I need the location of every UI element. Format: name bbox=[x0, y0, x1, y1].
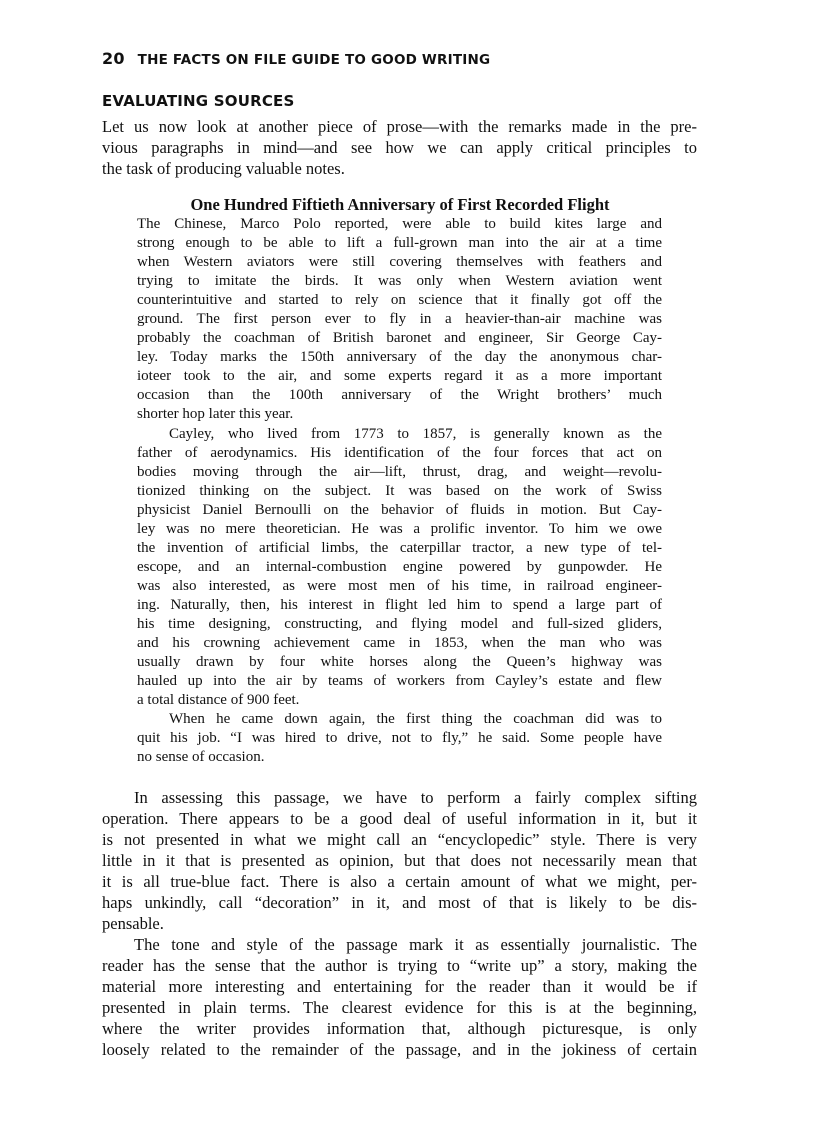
intro-line: the task of producing valuable notes. bbox=[102, 159, 345, 178]
intro-line: vious paragraphs in mind—and see how we can apply critical principles to bbox=[102, 138, 697, 157]
body-line: where the writer provides information that, although picturesque, is only bbox=[102, 1019, 697, 1038]
body-line: presented in plain terms. The clearest evidence for this is at the beginning, bbox=[102, 998, 697, 1017]
running-title: THE FACTS ON FILE GUIDE TO GOOD WRITING bbox=[137, 52, 491, 68]
body-line: haps unkindly, call “decoration” in it, and most of that is likely to be dis- bbox=[102, 893, 697, 912]
body-line: it is all true-blue fact. There is also a certain amount of what we might, per- bbox=[102, 872, 697, 891]
excerpt-line: ing. Naturally, then, his interest in flight led him to spend a large part of bbox=[137, 596, 662, 613]
excerpt-line: When he came down again, the first thing the coachman did was to bbox=[169, 711, 662, 728]
excerpt-line: his time designing, constructing, and flying model and full-sized gliders, bbox=[137, 615, 662, 632]
body-line: reader has the sense that the author is trying to “write up” a story, making the bbox=[102, 956, 697, 975]
running-header bbox=[102, 49, 490, 68]
excerpt-line: Cayley, who lived from 1773 to 1857, is generally known as the bbox=[169, 425, 662, 442]
excerpt-line: physicist Daniel Bernoulli on the behavior of fluids in motion. But Cay- bbox=[137, 501, 662, 518]
section-heading: EVALUATING SOURCES bbox=[102, 92, 295, 110]
excerpt-line: counterintuitive and started to rely on science that it finally got off the bbox=[137, 292, 662, 309]
excerpt-line: bodies moving through the air—lift, thrust, drag, and weight—revolu- bbox=[137, 463, 662, 480]
excerpt-line: The Chinese, Marco Polo reported, were able to build kites large and bbox=[137, 216, 662, 232]
body-line: The tone and style of the passage mark it as essentially journalistic. The bbox=[134, 935, 697, 954]
excerpt-line: ioteer took to the air, and some experts regard it as a more important bbox=[137, 368, 662, 385]
excerpt-quote bbox=[137, 215, 662, 767]
excerpt-line: the invention of artificial limbs, the caterpillar tractor, a new type of tel- bbox=[137, 539, 662, 556]
intro-line: Let us now look at another piece of prose—with the remarks made in the pre- bbox=[102, 117, 697, 136]
page-number: 20 bbox=[102, 49, 125, 68]
excerpt-line: trying to imitate the birds. It was only when Western aviation went bbox=[137, 273, 662, 290]
body-line: loosely related to the remainder of the passage, and in the jokiness of certain bbox=[102, 1040, 697, 1059]
excerpt-line: ley. Today marks the 150th anniversary of the day the anonymous char- bbox=[137, 349, 662, 366]
excerpt-line: probably the coachman of British baronet and engineer, Sir George Cay- bbox=[137, 330, 662, 347]
excerpt-line: occasion than the 100th anniversary of the Wright brothers’ much bbox=[137, 387, 662, 404]
excerpt-line: escope, and an internal-combustion engine powered by gunpowder. He bbox=[137, 558, 662, 575]
excerpt-line: ground. The first person ever to fly in a heavier-than-air machine was bbox=[137, 311, 662, 328]
body-text bbox=[102, 787, 697, 1060]
body-line: is not presented in what we might call an “encyclopedic” style. There is very bbox=[102, 830, 697, 849]
excerpt-line: ley was no mere theoretician. He was a prolific inventor. To him we owe bbox=[137, 520, 662, 537]
body-line: In assessing this passage, we have to perform a fairly complex sifting bbox=[134, 788, 697, 807]
excerpt-line: and his crowning achievement came in 1853, when the man who was bbox=[137, 635, 662, 652]
body-line: operation. There appears to be a good deal of useful information in it, but it bbox=[102, 809, 697, 828]
excerpt-line: tionized thinking on the subject. It was based on the work of Swiss bbox=[137, 482, 662, 499]
intro-paragraph bbox=[102, 116, 697, 179]
excerpt-title: One Hundred Fiftieth Anniversary of First Recorded Flight bbox=[190, 195, 610, 214]
excerpt-line: hauled up into the air by teams of workers from Cayley’s estate and flew bbox=[137, 673, 662, 690]
excerpt-line: was also interested, as were most men of his time, in railroad engineer- bbox=[137, 577, 662, 594]
body-line: little in it that is presented as opinion, but that does not necessarily mean that bbox=[102, 851, 697, 870]
excerpt-line: when Western aviators were still covering themselves with feathers and bbox=[137, 254, 662, 271]
excerpt-line: quit his job. “I was hired to drive, not to fly,” he said. Some people have bbox=[137, 730, 662, 747]
excerpt-line: father of aerodynamics. His identification of the four forces that act on bbox=[137, 444, 662, 461]
excerpt-line: usually drawn by four white horses along the Queen’s highway was bbox=[137, 654, 662, 671]
body-line: material more interesting and entertaining for the reader than it would be if bbox=[102, 977, 697, 996]
excerpt-line: shorter hop later this year. bbox=[137, 406, 294, 423]
excerpt-line: a total distance of 900 feet. bbox=[137, 692, 300, 709]
excerpt-line: no sense of occasion. bbox=[137, 749, 265, 766]
body-line: pensable. bbox=[102, 914, 164, 933]
excerpt-line: strong enough to be able to lift a full-grown man into the air at a time bbox=[137, 235, 662, 252]
